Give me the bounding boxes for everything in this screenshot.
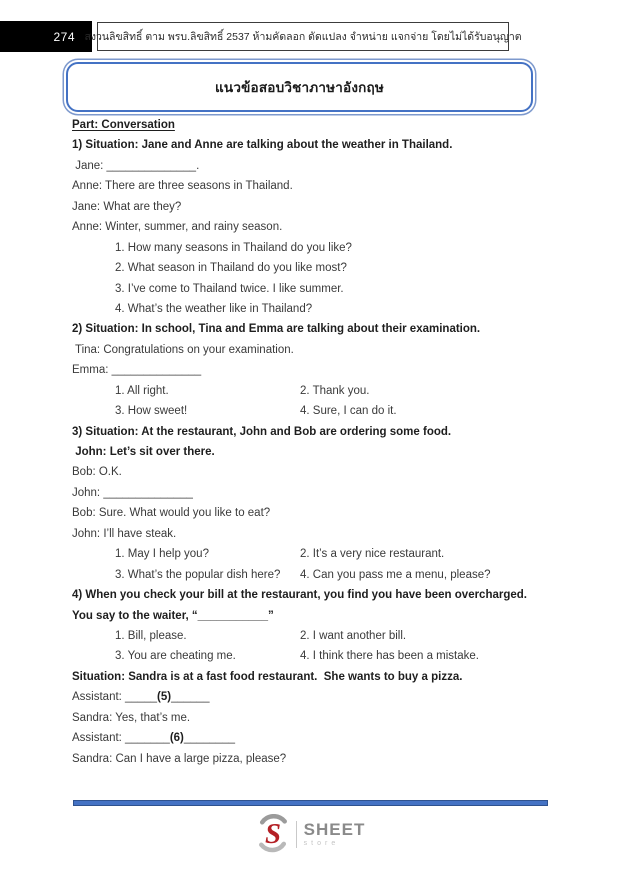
document-line: Bob: O.K.: [72, 466, 122, 479]
document-line: 4) When you check your bill at the restaurant, you find you have been overcharged.: [72, 589, 527, 602]
document-line: 3. I’ve come to Thailand twice. I like summer.: [115, 282, 344, 295]
logo-subtext: store: [303, 840, 340, 847]
svg-text:S: S: [264, 818, 281, 850]
document-line: 1) Situation: Jane and Anne are talking about the weather in Thailand.: [72, 139, 453, 152]
option-cell: 1. All right.: [115, 384, 169, 397]
option-cell: 4. Sure, I can do it.: [300, 405, 397, 418]
exam-title-box: [66, 62, 533, 112]
document-line: Situation: Sandra is at a fast food restaurant. She wants to buy a pizza.: [72, 670, 463, 683]
document-line: 1. How many seasons in Thailand do you like?: [115, 241, 352, 254]
document-line: [72, 646, 550, 666]
document-line: Jane: What are they?: [72, 200, 182, 213]
document-line: Assistant: _____(5)______: [72, 691, 210, 704]
document-line: You say to the waiter, “___________”: [72, 609, 274, 622]
option-cell: 1. Bill, please.: [115, 629, 187, 642]
document-body: [72, 115, 550, 769]
option-cell: 2. It’s a very nice restaurant.: [300, 548, 445, 561]
document-line: 4. What’s the weather like in Thailand?: [115, 302, 313, 315]
option-cell: 4. Can you pass me a menu, please?: [300, 568, 491, 581]
option-cell: 3. You are cheating me.: [115, 650, 236, 663]
option-cell: 2. Thank you.: [300, 384, 370, 397]
document-line: John: ______________: [72, 486, 193, 499]
document-line: Tina: Congratulations on your examination.: [72, 343, 294, 356]
document-line: Jane: ______________.: [72, 159, 200, 172]
logo-name: SHEET: [303, 820, 366, 839]
document-line: Bob: Sure. What would you like to eat?: [72, 507, 271, 520]
sheet-store-logo: [255, 814, 366, 854]
sheet-store-logo-icon: [255, 814, 291, 854]
document-line: Assistant: _______(6)________: [72, 732, 236, 745]
option-cell: 3. How sweet!: [115, 405, 188, 418]
document-line: Sandra: Yes, that’s me.: [72, 711, 191, 724]
document-line: John: I’ll have steak.: [72, 527, 177, 540]
document-line: Part: Conversation: [72, 119, 175, 131]
page-number: 274: [53, 29, 75, 44]
logo-divider: [296, 821, 297, 848]
document-line: [72, 381, 550, 401]
copyright-notice: สงวนลิขสิทธิ์ ตาม พรบ.ลิขสิทธิ์ 2537 ห้ามคัดลอก ดัดแปลง จำหน่าย แจกจ่าย โดยไม่ได้รับอนุญาต: [84, 31, 522, 43]
footer-logo: [0, 814, 620, 862]
document-line: 2. What season in Thailand do you like most?: [115, 262, 347, 275]
document-line: Anne: There are three seasons in Thailand.: [72, 180, 293, 193]
document-line: Anne: Winter, summer, and rainy season.: [72, 221, 283, 234]
copyright-notice-box: [84, 22, 522, 51]
option-cell: 3. What’s the popular dish here?: [115, 568, 281, 581]
document-line: [72, 626, 550, 646]
document-line: 3) Situation: At the restaurant, John and Bob are ordering some food.: [72, 425, 452, 438]
exam-title: แนวข้อสอบวิชาภาษาอังกฤษ: [215, 80, 384, 95]
option-cell: 4. I think there has been a mistake.: [300, 650, 479, 663]
document-line: Sandra: Can I have a large pizza, please?: [72, 752, 287, 765]
option-cell: 1. May I help you?: [115, 548, 209, 561]
document-line: [72, 565, 550, 585]
option-cell: 2. I want another bill.: [300, 629, 407, 642]
footer-divider-bar: [73, 800, 548, 806]
document-line: [72, 401, 550, 421]
document-line: Emma: ______________: [72, 364, 202, 377]
document-line: John: Let’s sit over there.: [72, 446, 215, 458]
document-line: 2) Situation: In school, Tina and Emma are talking about their examination.: [72, 323, 481, 336]
page-number-box: [0, 21, 92, 52]
document-line: [72, 544, 550, 564]
